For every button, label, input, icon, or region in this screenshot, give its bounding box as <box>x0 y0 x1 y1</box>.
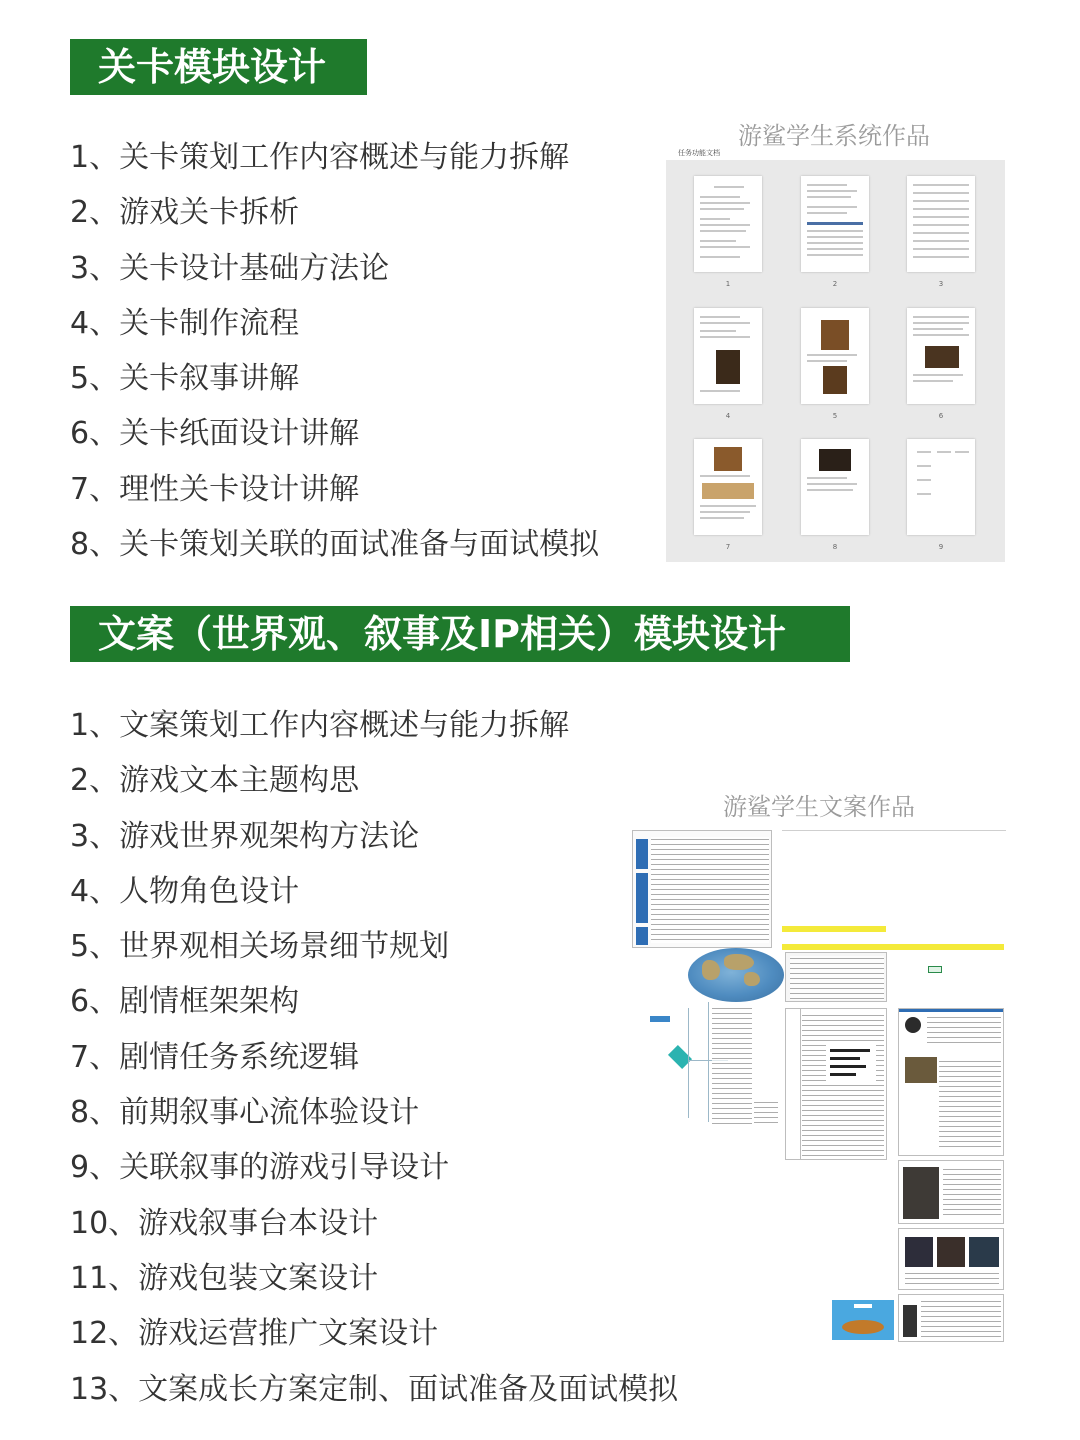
list-item: 5、世界观相关场景细节规划 <box>70 929 450 965</box>
page-number: 7 <box>725 543 731 551</box>
game-scene-image <box>832 1300 894 1340</box>
list-item: 5、关卡叙事讲解 <box>70 361 300 397</box>
document-page-thumbnail <box>694 308 762 404</box>
list-item: 4、关卡制作流程 <box>70 305 300 341</box>
list-item: 6、剧情框架架构 <box>70 984 300 1020</box>
highlight-bar <box>782 926 886 932</box>
page-number: 3 <box>938 280 944 288</box>
document-page-thumbnail <box>694 439 762 535</box>
quest-card <box>898 1160 1004 1224</box>
list-item: 8、前期叙事心流体验设计 <box>70 1095 420 1131</box>
level-design-topic-list <box>70 130 599 572</box>
worldview-text-block <box>632 830 772 948</box>
list-item: 2、游戏关卡拆析 <box>70 195 300 231</box>
table-block <box>785 952 887 1002</box>
page-number: 5 <box>832 412 838 420</box>
list-item: 1、关卡策划工作内容概述与能力拆解 <box>70 140 570 175</box>
document-page-thumbnail <box>907 439 975 535</box>
document-page-thumbnail <box>694 176 762 272</box>
list-item: 6、关卡纸面设计讲解 <box>70 416 360 452</box>
list-item: 11、游戏包装文案设计 <box>70 1260 379 1296</box>
page-number: 6 <box>938 412 944 420</box>
page-number: 1 <box>725 280 731 288</box>
mind-map-node <box>650 1016 670 1022</box>
document-page-thumbnail <box>907 308 975 404</box>
list-item: 4、人物角色设计 <box>70 873 300 909</box>
document-page-thumbnail <box>907 176 975 272</box>
section-title-copywriting-design: 文案（世界观、叙事及IP相关）模块设计 <box>70 606 850 662</box>
quest-card <box>898 1008 1004 1156</box>
copywriting-work-collage <box>632 830 1006 1345</box>
list-item: 13、文案成长方案定制、面试准备及面试模拟 <box>70 1371 679 1407</box>
document-panel-label: 任务功能文档 <box>678 149 720 157</box>
student-system-work-caption: 游鲨学生系统作品 <box>738 122 930 150</box>
list-item: 3、关卡设计基础方法论 <box>70 250 390 286</box>
list-item: 7、理性关卡设计讲解 <box>70 471 360 507</box>
list-item: 9、关联叙事的游戏引导设计 <box>70 1150 450 1186</box>
document-thumbnails-panel <box>666 149 1005 562</box>
highlight-bar <box>782 944 1004 950</box>
list-item: 1、文案策划工作内容概述与能力拆解 <box>70 708 570 743</box>
list-item: 10、游戏叙事台本设计 <box>70 1205 379 1241</box>
document-page-thumbnail <box>801 176 869 272</box>
mind-map-branches <box>712 1006 752 1124</box>
page-number: 2 <box>832 280 838 288</box>
copywriting-topic-list <box>70 698 678 1417</box>
list-item: 8、关卡策划关联的面试准备与面试模拟 <box>70 527 600 563</box>
quest-card <box>898 1228 1004 1290</box>
page-number: 8 <box>832 543 838 551</box>
character-table <box>785 1008 887 1160</box>
list-item: 3、游戏世界观架构方法论 <box>70 818 420 854</box>
section-title-level-design: 关卡模块设计 <box>70 39 367 95</box>
list-item: 2、游戏文本主题构思 <box>70 763 360 799</box>
list-item: 12、游戏运营推广文案设计 <box>70 1316 439 1352</box>
document-page-thumbnail <box>801 439 869 535</box>
page-number: 9 <box>938 543 944 551</box>
page-number: 4 <box>725 412 731 420</box>
list-item: 7、剧情任务系统逻辑 <box>70 1039 360 1075</box>
document-page-thumbnail <box>801 308 869 404</box>
quest-card <box>898 1294 1004 1342</box>
student-copywriting-work-caption: 游鲨学生文案作品 <box>723 793 915 821</box>
